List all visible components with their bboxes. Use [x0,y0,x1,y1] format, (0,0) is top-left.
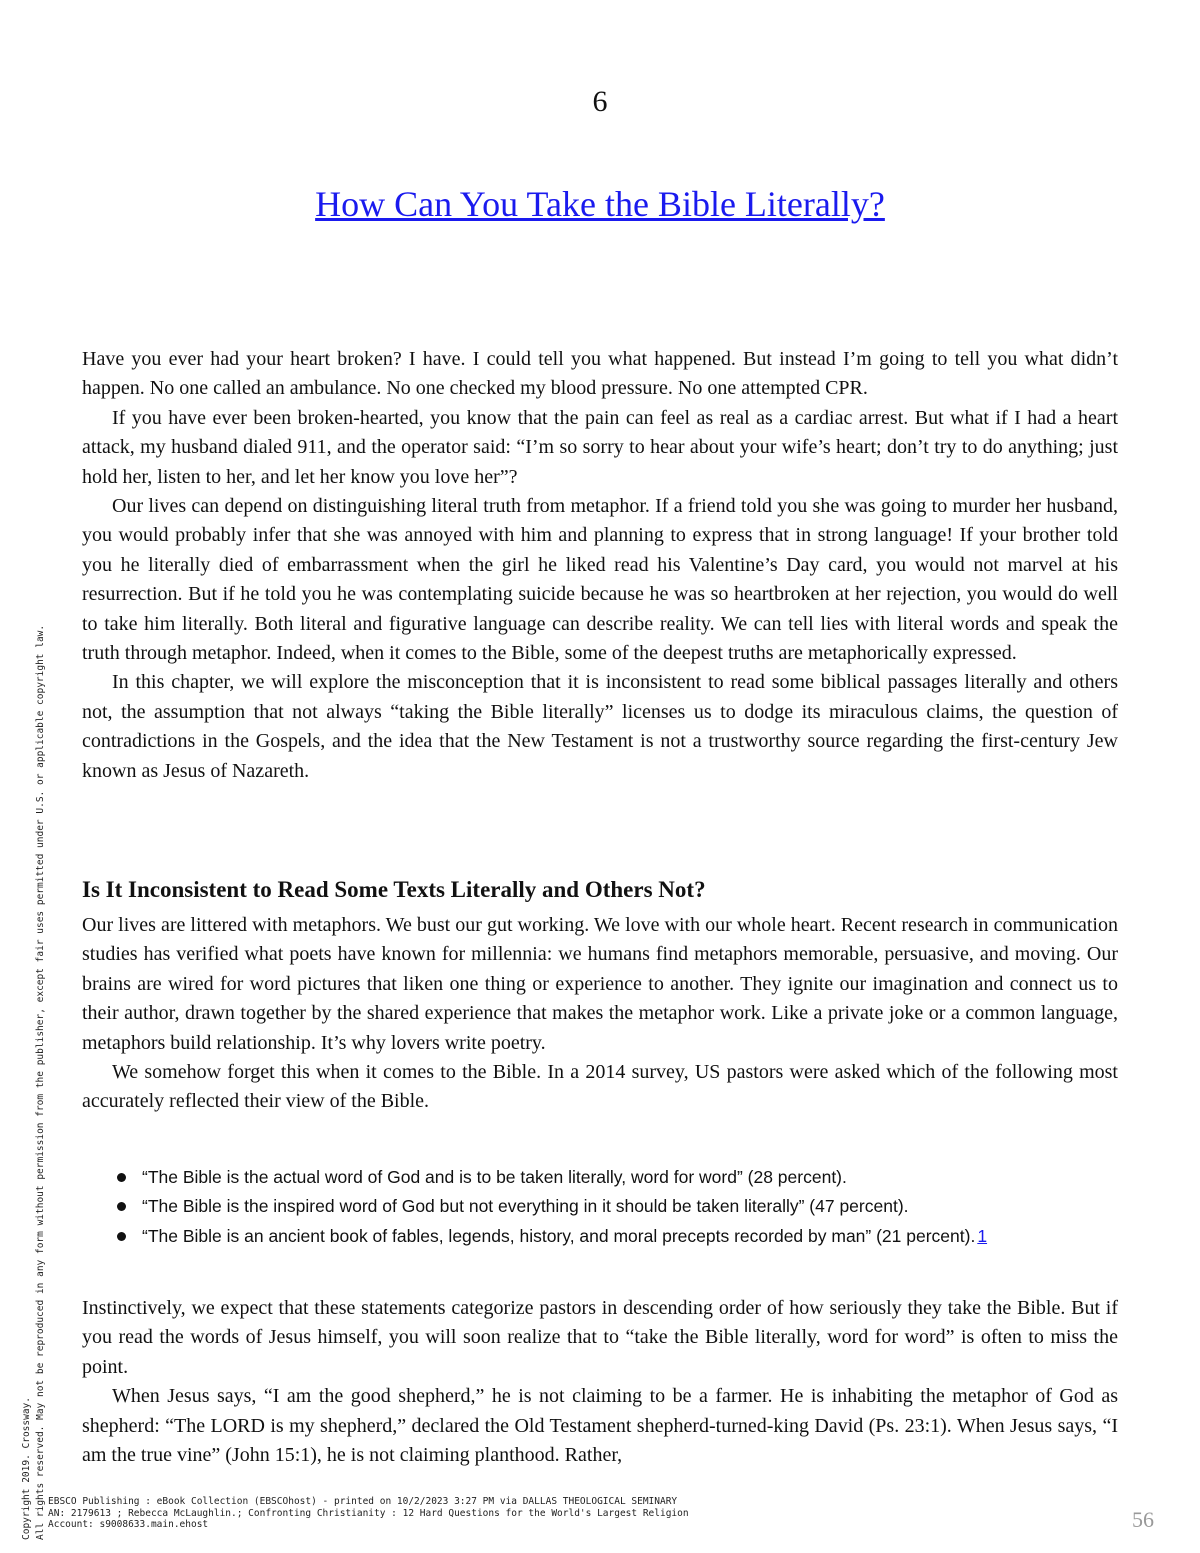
list-item [112,1163,1062,1192]
footer-line: AN: 2179613 ; Rebecca McLaughlin.; Confronting Christianity : 12 Hard Questions for the World's Largest Religion [48,1507,689,1519]
intro-paragraph: Have you ever had your heart broken? I have. I could tell you what happened. But instead I’m going to tell you what didn’t happen. No one called an ambulance. No one checked my blood pressure. No one attempted CPR. [82,348,1118,400]
intro-section [82,345,1118,786]
copyright-notice [20,625,48,1540]
bullet-icon [117,1202,126,1211]
section-body-continued [82,1294,1118,1470]
bullet-icon [117,1173,126,1182]
footnote-link[interactable]: 1 [977,1225,988,1246]
list-item-text: “The Bible is the inspired word of God but not everything in it should be taken literally” (47 percent). [142,1196,909,1217]
intro-paragraph: Our lives can depend on distinguishing literal truth from metaphor. If a friend told you she was going to murder her husband, you would probably infer that she was annoyed with him and planning to express that in strong language! If your brother told you he literally died of embarrassment when the girl he liked read his Valentine’s Day card, you would not marvel at his resurrection. But if he told you he was contemplating suicide because he was so heartbroken at her rejection, you would do well to take him literally. Both literal and figurative language can describe reality. We can tell lies with literal words and speak the truth through metaphor. Indeed, when it comes to the Bible, some of the deepest truths are metaphorically expressed. [82,495,1118,665]
section-paragraph: We somehow forget this when it comes to the Bible. In a 2014 survey, US pastors were asked which of the following most accurately reflected their view of the Bible. [82,1061,1118,1113]
section-body [82,911,1118,1117]
bullet-icon [117,1232,126,1241]
section-paragraph: When Jesus says, “I am the good shepherd,” he is not claiming to be a farmer. He is inhabiting the metaphor of God as shepherd: “The LORD is my shepherd,” declared the Old Testament shepherd-turned-king David (Ps. 23:1). When Jesus says, “I am the true vine” (John 15:1), he is not claiming planthood. Rather, [82,1385,1118,1467]
intro-paragraph: If you have ever been broken-hearted, you know that the pain can feel as real as a cardiac arrest. But what if I had a heart attack, my husband dialed 911, and the operator said: “I’m so sorry to hear about your wife’s heart; don’t try to do anything; just hold her, listen to her, and let her know you love her”? [82,406,1118,488]
page-number: 56 [1132,1507,1154,1532]
list-item [112,1192,1062,1221]
footer-line: EBSCO Publishing : eBook Collection (EBSCOhost) - printed on 10/2/2023 3:27 PM via DALLAS THEOLOGICAL SEMINARY [48,1496,678,1507]
list-item-text: “The Bible is the actual word of God and is to be taken literally, word for word” (28 percent). [142,1167,847,1187]
section-paragraph: Instinctively, we expect that these statements categorize pastors in descending order of how seriously they take the Bible. But if you read the words of Jesus himself, you will soon realize that to “take the Bible literally, word for word” is often to miss the point. [82,1297,1118,1378]
list-item [112,1222,1062,1251]
footer-line: Account: s9008633.main.ehost [48,1519,209,1530]
list-item-text: “The Bible is an ancient book of fables, legends, history, and moral precepts recorded by man” (21 percent). [142,1225,976,1246]
section-heading: Is It Inconsistent to Read Some Texts Literally and Others Not? [82,877,706,902]
survey-bullet-list [112,1163,1062,1251]
chapter-number: 6 [592,85,608,118]
section-paragraph: Our lives are littered with metaphors. We bust our gut working. We love with our whole heart. Recent research in communication studies has verified what poets have known for millennia: we humans find metaphors memorable, persuasive, and moving. Our brains are wired for word pictures that liken one thing or experience to another. They ignite our imagination and connect us to their author, drawn together by the shared experience that makes the metaphor work. Like a private joke or a common language, metaphors build relationship. It’s why lovers write poetry. [82,914,1118,1054]
intro-paragraph: In this chapter, we will explore the misconception that it is inconsistent to read some biblical passages literally and others not, the assumption that not always “taking the Bible literally” licenses us to dodge its miraculous claims, the question of contradictions in the Gospels, and the idea that the New Testament is not a trustworthy source regarding the first-century Jew known as Jesus of Nazareth. [82,671,1118,782]
print-footer [48,1496,689,1531]
copyright-line: All rights reserved. May not be reproduced in any form without permission from the publisher, except fair uses permitted under U.S. or applicable copyright law. [35,624,46,1540]
copyright-line: Copyright 2019. Crossway. [21,1397,32,1540]
chapter-title-link[interactable]: How Can You Take the Bible Literally? [315,184,885,224]
